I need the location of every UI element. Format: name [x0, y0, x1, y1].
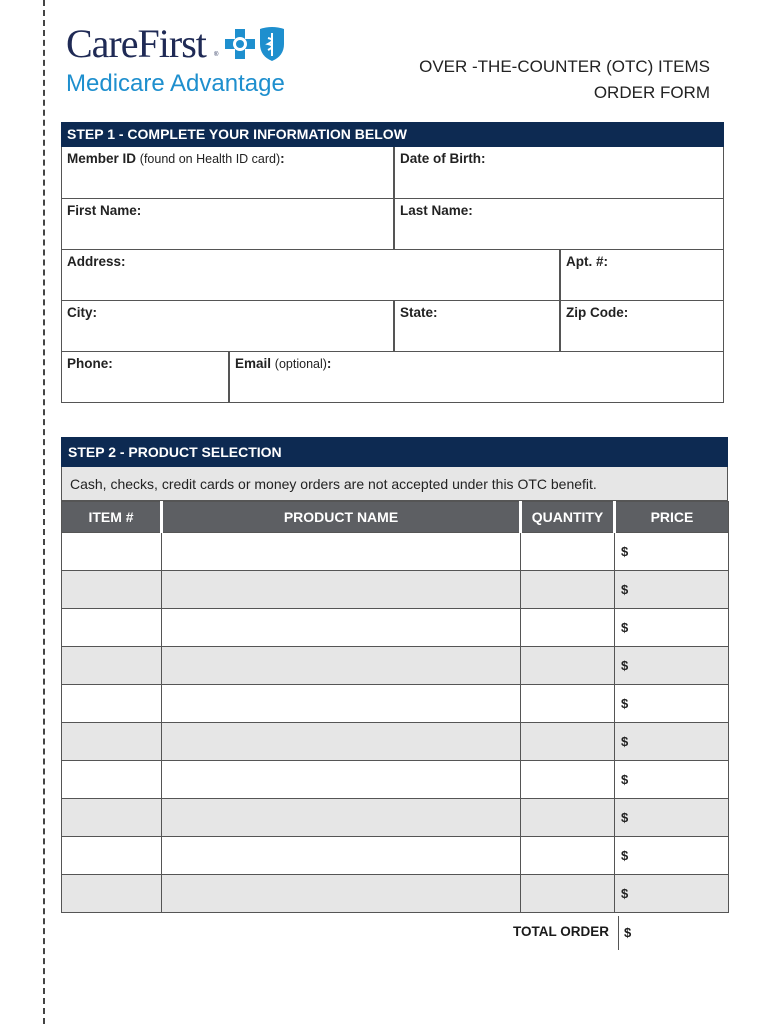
- item-number-cell[interactable]: [62, 761, 162, 799]
- quantity-cell[interactable]: [521, 799, 615, 837]
- step1-header: STEP 1 - COMPLETE YOUR INFORMATION BELOW: [61, 122, 724, 147]
- city-label: City:: [67, 305, 97, 320]
- apt-label: Apt. #:: [566, 254, 608, 269]
- total-order: [61, 916, 728, 950]
- step1-section: [61, 122, 724, 403]
- member-id-note: (found on Health ID card): [139, 152, 281, 166]
- date-of-birth-label: Date of Birth:: [400, 151, 486, 166]
- first-name-field[interactable]: [62, 199, 393, 249]
- step2-header: STEP 2 - PRODUCT SELECTION: [61, 437, 728, 467]
- price-dollar-sign: $: [621, 886, 629, 901]
- item-number-cell[interactable]: [62, 799, 162, 837]
- price-cell[interactable]: [615, 875, 729, 913]
- step1-grid: [61, 147, 724, 403]
- price-dollar-sign: $: [621, 658, 629, 673]
- table-row: [62, 533, 729, 571]
- item-number-cell[interactable]: [62, 609, 162, 647]
- email-field[interactable]: [228, 352, 723, 402]
- quantity-cell[interactable]: [521, 837, 615, 875]
- email-label: Email: [235, 356, 272, 371]
- price-dollar-sign: $: [621, 848, 629, 863]
- email-note: (optional): [274, 357, 327, 371]
- member-id-label: Member ID: [67, 151, 137, 166]
- table-row: [62, 761, 729, 799]
- product-name-cell[interactable]: [162, 837, 521, 875]
- form-title-line-1: OVER -THE-COUNTER (OTC) ITEMS: [419, 57, 710, 76]
- item-number-cell[interactable]: [62, 875, 162, 913]
- price-cell[interactable]: [615, 685, 729, 723]
- price-dollar-sign: $: [621, 772, 629, 787]
- state-field[interactable]: [393, 301, 559, 351]
- member-id-field[interactable]: [62, 147, 393, 198]
- logo-brand-text: CareFirst: [66, 21, 206, 66]
- table-row: [62, 647, 729, 685]
- address-field[interactable]: [62, 250, 559, 300]
- form-title: [419, 54, 710, 106]
- table-row: [62, 609, 729, 647]
- phone-label: Phone:: [67, 356, 113, 371]
- price-dollar-sign: $: [621, 696, 629, 711]
- apt-field[interactable]: [559, 250, 723, 300]
- item-number-cell[interactable]: [62, 685, 162, 723]
- price-cell[interactable]: [615, 533, 729, 571]
- col-quantity: QUANTITY: [521, 502, 615, 533]
- item-number-cell[interactable]: [62, 647, 162, 685]
- form-title-line-2: ORDER FORM: [593, 83, 710, 102]
- blue-shield-icon: [258, 26, 286, 62]
- item-number-cell[interactable]: [62, 533, 162, 571]
- quantity-cell[interactable]: [521, 609, 615, 647]
- product-name-cell[interactable]: [162, 647, 521, 685]
- product-name-cell[interactable]: [162, 723, 521, 761]
- zip-code-field[interactable]: [559, 301, 723, 351]
- item-number-cell[interactable]: [62, 837, 162, 875]
- logo-trademark: ®: [214, 52, 219, 58]
- product-name-cell[interactable]: [162, 761, 521, 799]
- price-cell[interactable]: [615, 761, 729, 799]
- date-of-birth-field[interactable]: [393, 147, 723, 198]
- table-row: [62, 875, 729, 913]
- last-name-field[interactable]: [393, 199, 723, 249]
- cut-line: [43, 0, 45, 1024]
- table-row: [62, 571, 729, 609]
- quantity-cell[interactable]: [521, 571, 615, 609]
- price-cell[interactable]: [615, 609, 729, 647]
- product-rows: [62, 533, 729, 913]
- col-item-number: ITEM #: [62, 502, 162, 533]
- quantity-cell[interactable]: [521, 647, 615, 685]
- price-cell[interactable]: [615, 647, 729, 685]
- email-colon: :: [326, 356, 332, 371]
- step1-row: [62, 300, 723, 351]
- step2-section: [61, 437, 728, 913]
- product-name-cell[interactable]: [162, 875, 521, 913]
- table-row: [62, 685, 729, 723]
- product-table-header: [62, 502, 729, 533]
- step1-row: [62, 249, 723, 300]
- last-name-label: Last Name:: [400, 203, 473, 218]
- payment-note: Cash, checks, credit cards or money orders are not accepted under this OTC benefit.: [61, 467, 728, 501]
- total-order-value[interactable]: $: [618, 916, 631, 950]
- table-row: [62, 799, 729, 837]
- price-dollar-sign: $: [621, 582, 629, 597]
- state-label: State:: [400, 305, 438, 320]
- logo-subtitle: Medicare Advantage: [66, 70, 285, 97]
- product-name-cell[interactable]: [162, 571, 521, 609]
- price-cell[interactable]: [615, 837, 729, 875]
- carefirst-logo: [66, 22, 296, 102]
- step1-row: [62, 198, 723, 249]
- quantity-cell[interactable]: [521, 875, 615, 913]
- price-cell[interactable]: [615, 571, 729, 609]
- quantity-cell[interactable]: [521, 533, 615, 571]
- step1-row: [62, 147, 723, 198]
- step1-row: [62, 351, 723, 402]
- price-dollar-sign: $: [621, 620, 629, 635]
- total-order-label: TOTAL ORDER: [512, 924, 609, 939]
- product-name-cell[interactable]: [162, 609, 521, 647]
- product-name-cell[interactable]: [162, 533, 521, 571]
- city-field[interactable]: [62, 301, 393, 351]
- first-name-label: First Name:: [67, 203, 142, 218]
- col-product-name: PRODUCT NAME: [162, 502, 521, 533]
- price-cell[interactable]: [615, 723, 729, 761]
- table-row: [62, 723, 729, 761]
- col-price: PRICE: [615, 502, 729, 533]
- product-table: [61, 501, 729, 913]
- quantity-cell[interactable]: [521, 685, 615, 723]
- phone-field[interactable]: [62, 352, 228, 402]
- product-name-cell[interactable]: [162, 799, 521, 837]
- address-label: Address:: [67, 254, 126, 269]
- price-dollar-sign: $: [621, 734, 629, 749]
- product-name-cell[interactable]: [162, 685, 521, 723]
- quantity-cell[interactable]: [521, 761, 615, 799]
- zip-code-label: Zip Code:: [566, 305, 629, 320]
- blue-cross-icon: [224, 28, 256, 60]
- quantity-cell[interactable]: [521, 723, 615, 761]
- table-row: [62, 837, 729, 875]
- item-number-cell[interactable]: [62, 571, 162, 609]
- price-dollar-sign: $: [621, 810, 629, 825]
- member-id-colon: :: [280, 151, 285, 166]
- price-dollar-sign: $: [621, 544, 629, 559]
- item-number-cell[interactable]: [62, 723, 162, 761]
- price-cell[interactable]: [615, 799, 729, 837]
